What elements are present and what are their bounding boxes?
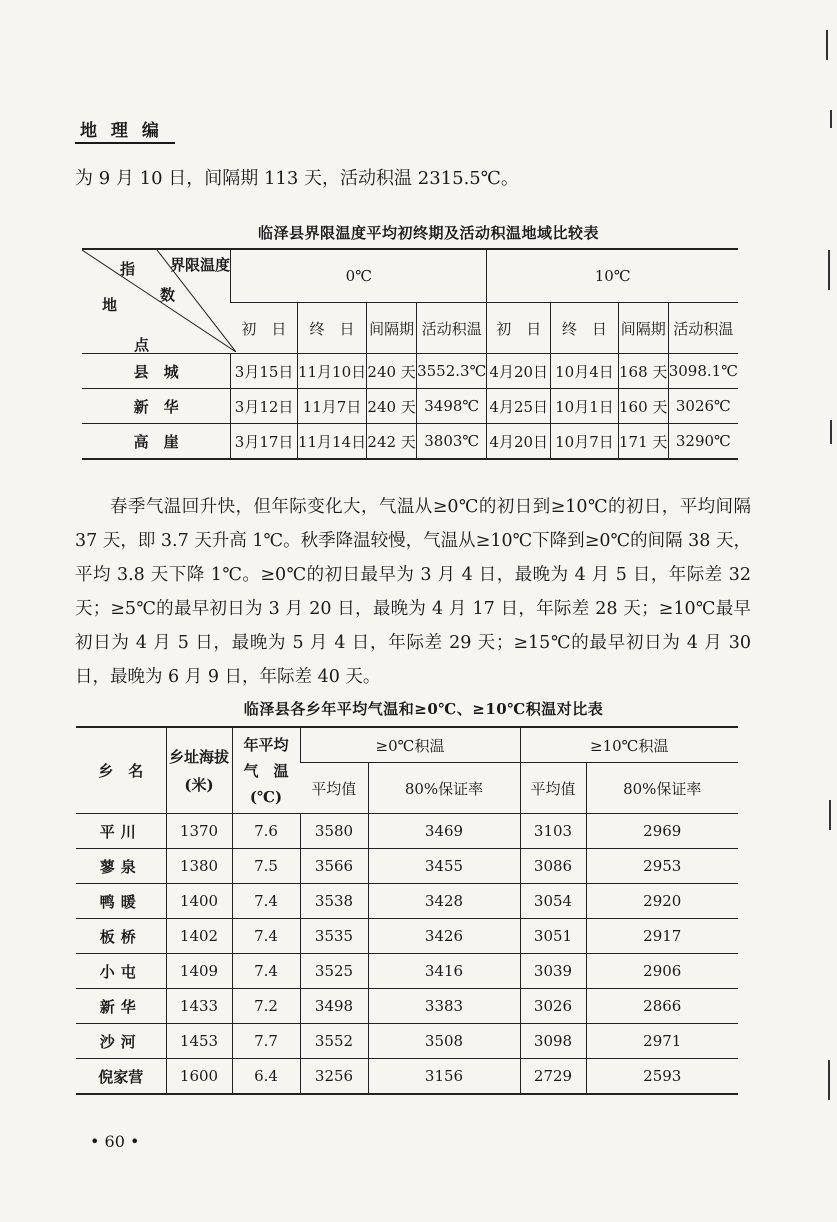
table-cell: 3498 (300, 989, 368, 1024)
table-cell: 7.4 (232, 884, 300, 919)
table-cell: 168 天 (618, 354, 668, 389)
table-cell: 7.5 (232, 849, 300, 884)
subheader-mean: 平均值 (520, 763, 586, 814)
table-cell: 3469 (368, 814, 520, 849)
table-cell: 242 天 (367, 424, 417, 460)
table-cell: 3383 (368, 989, 520, 1024)
table-cell: 3803℃ (417, 424, 487, 460)
scan-artifact (826, 30, 828, 60)
table-cell: 1370 (166, 814, 232, 849)
corner-label-dian: 点 (134, 336, 150, 354)
table-cell: 1453 (166, 1024, 232, 1059)
table-cell: 240 天 (367, 389, 417, 424)
table-cell: 240 天 (367, 354, 417, 389)
table-cell: 3月17日 (231, 424, 298, 460)
table1-corner-cell (82, 249, 231, 354)
group-header-10c: 10℃ (487, 249, 738, 303)
township-temperature-table (76, 726, 738, 1095)
table-cell: 7.4 (232, 919, 300, 954)
table-cell: 2971 (586, 1024, 738, 1059)
township-name: 小屯 (76, 954, 166, 989)
table-cell: 3039 (520, 954, 586, 989)
scan-artifact (829, 800, 831, 830)
subheader-mean: 平均值 (300, 763, 368, 814)
corner-label-threshold: 界限温度 (170, 256, 231, 274)
header-township: 乡 名 (76, 727, 166, 814)
header-avg-temp: 年平均 气 温 (℃) (232, 727, 300, 814)
table-row (82, 354, 738, 389)
table-cell: 2920 (586, 884, 738, 919)
table-cell: 2593 (586, 1059, 738, 1095)
table-cell: 1600 (166, 1059, 232, 1095)
township-name: 倪家营 (76, 1059, 166, 1095)
table-cell: 1400 (166, 884, 232, 919)
table-row (76, 814, 738, 849)
header-altitude: 乡址海拔 (米) (166, 727, 232, 814)
table-cell: 3426 (368, 919, 520, 954)
table-cell: 3416 (368, 954, 520, 989)
table-cell: 2729 (520, 1059, 586, 1095)
table-cell: 4月25日 (487, 389, 551, 424)
table1-caption: 临泽县界限温度平均初终期及活动积温地域比较表 (257, 224, 599, 242)
township-name: 平川 (76, 814, 166, 849)
table-cell: 3498℃ (417, 389, 487, 424)
subheader: 活动积温 (668, 303, 738, 354)
paragraph-text: 春季气温回升快，但年际变化大，气温从≥0℃的初日到≥10℃的初日，平均间隔 37 天，即 3.7 天升高 1℃。秋季降温较慢，气温从≥10℃下降到≥0℃的间隔 38 天，平均 3.8 天下降 1℃。≥0℃的初日最早为 3 月 4 日，最晚为 4 月 5 日，年际差 32 天；≥5℃的最早初日为 3 月 20 日，最晚为 4 月 17 日，年际差 28 天；≥10℃最早初日为 4 月 5 日，最晚为 5 月 4 日，年际差 29 天；≥15℃的最早初日为 4 月 30 日，最晚为 6 月 9 日，年际差 40 天。 (75, 497, 751, 687)
table-cell: 3026 (520, 989, 586, 1024)
table-cell: 3月15日 (231, 354, 298, 389)
table-cell: 2969 (586, 814, 738, 849)
table-cell: 3086 (520, 849, 586, 884)
page-number: • 60 • (90, 1132, 140, 1151)
table-row (76, 849, 738, 884)
table-cell: 4月20日 (487, 354, 551, 389)
group-header-0c: 0℃ (231, 249, 487, 303)
township-name: 新华 (76, 989, 166, 1024)
table-cell: 3538 (300, 884, 368, 919)
table-cell: 2866 (586, 989, 738, 1024)
table-row (82, 389, 738, 424)
place-name: 高 崖 (82, 424, 231, 460)
table-cell: 3256 (300, 1059, 368, 1095)
table-cell: 3552 (300, 1024, 368, 1059)
place-name: 县 城 (82, 354, 231, 389)
table2-caption: 临泽县各乡年平均气温和≥0℃、≥10℃积温对比表 (243, 700, 604, 718)
table-cell: 3098.1℃ (668, 354, 738, 389)
table-cell: 2906 (586, 954, 738, 989)
body-paragraph (75, 490, 751, 694)
table-row (76, 884, 738, 919)
section-divider (75, 142, 175, 144)
subheader-guarantee: 80%保证率 (586, 763, 738, 814)
subheader-guarantee: 80%保证率 (368, 763, 520, 814)
township-name: 蓼泉 (76, 849, 166, 884)
subheader: 初 日 (231, 303, 298, 354)
table-cell: 7.7 (232, 1024, 300, 1059)
table-cell: 3156 (368, 1059, 520, 1095)
table-cell: 171 天 (618, 424, 668, 460)
subheader: 间隔期 (618, 303, 668, 354)
table-row (76, 919, 738, 954)
corner-label-shu: 数 (160, 286, 176, 304)
table-cell: 11月14日 (297, 424, 366, 460)
table-row (76, 1059, 738, 1095)
table-cell: 10月1日 (551, 389, 619, 424)
table-cell: 1380 (166, 849, 232, 884)
subheader: 终 日 (551, 303, 619, 354)
scan-artifact (830, 420, 832, 444)
table-cell: 2917 (586, 919, 738, 954)
table-cell: 1433 (166, 989, 232, 1024)
table-cell: 3098 (520, 1024, 586, 1059)
table-cell: 10月4日 (551, 354, 619, 389)
table-row (82, 424, 738, 460)
table-cell: 3566 (300, 849, 368, 884)
township-name: 沙河 (76, 1024, 166, 1059)
table-cell: 3054 (520, 884, 586, 919)
scan-artifact (828, 1060, 830, 1100)
table-row (76, 954, 738, 989)
group-header-0c: ≥0℃积温 (300, 727, 520, 763)
table-cell: 3455 (368, 849, 520, 884)
threshold-temperature-table (82, 248, 738, 460)
table-cell: 3525 (300, 954, 368, 989)
table-cell: 3290℃ (668, 424, 738, 460)
table-row (76, 1024, 738, 1059)
table-cell: 6.4 (232, 1059, 300, 1095)
table-cell: 3月12日 (231, 389, 298, 424)
table-cell: 1409 (166, 954, 232, 989)
scan-artifact (828, 250, 830, 290)
table-cell: 3051 (520, 919, 586, 954)
table-cell: 3552.3℃ (417, 354, 487, 389)
subheader: 活动积温 (417, 303, 487, 354)
table-cell: 3026℃ (668, 389, 738, 424)
table-cell: 3535 (300, 919, 368, 954)
intro-line: 为 9 月 10 日，间隔期 113 天，活动积温 2315.5℃。 (75, 168, 519, 189)
table-cell: 3428 (368, 884, 520, 919)
table-cell: 3580 (300, 814, 368, 849)
group-header-10c: ≥10℃积温 (520, 727, 738, 763)
table-cell: 7.4 (232, 954, 300, 989)
table-cell: 4月20日 (487, 424, 551, 460)
table-cell: 11月10日 (297, 354, 366, 389)
corner-label-zhi: 指 (120, 260, 136, 278)
place-name: 新 华 (82, 389, 231, 424)
township-name: 板桥 (76, 919, 166, 954)
table-cell: 7.2 (232, 989, 300, 1024)
table-cell: 160 天 (618, 389, 668, 424)
subheader: 间隔期 (367, 303, 417, 354)
table-cell: 2953 (586, 849, 738, 884)
table-cell: 1402 (166, 919, 232, 954)
table-cell: 10月7日 (551, 424, 619, 460)
township-name: 鸭暖 (76, 884, 166, 919)
subheader: 终 日 (297, 303, 366, 354)
table-row (76, 989, 738, 1024)
table-cell: 7.6 (232, 814, 300, 849)
scan-artifact (830, 110, 832, 128)
table-cell: 3103 (520, 814, 586, 849)
table-cell: 11月7日 (297, 389, 366, 424)
table-cell: 3508 (368, 1024, 520, 1059)
section-header: 地 理 编 (80, 121, 163, 141)
subheader: 初 日 (487, 303, 551, 354)
corner-label-di: 地 (102, 296, 118, 314)
